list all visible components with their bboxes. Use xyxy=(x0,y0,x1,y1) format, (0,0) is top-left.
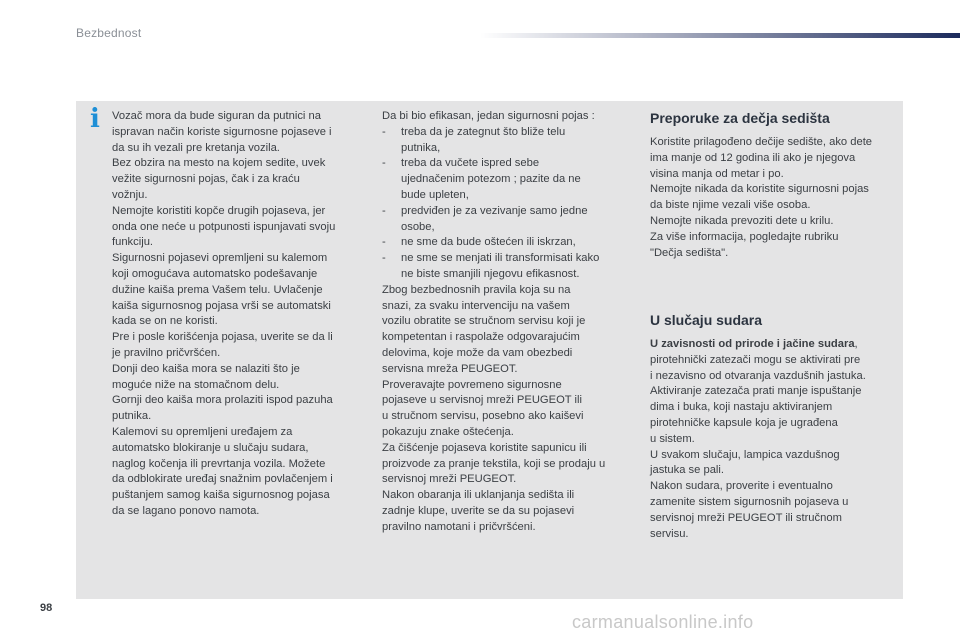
bullet-text: putnika, xyxy=(401,141,441,154)
bullet-text: ne sme da bude oštećen ili iskrzan, xyxy=(401,236,576,249)
text-line: Sigurnosni pojasevi opremljeni su kalemom xyxy=(112,252,328,265)
bullet-text: ujednačenim potezom ; pazite da ne xyxy=(401,173,581,186)
text-line: vožnju. xyxy=(112,188,148,201)
text-line: kaiša sigurnosnog pojasa vrši se automatski xyxy=(112,299,331,312)
text-line: ispravan način koriste sigurnosne pojaseve i xyxy=(112,125,332,138)
text-line: pirotehnički zatezači mogu se aktivirati pre xyxy=(650,353,861,366)
bullet-text: ne biste smanjili njegovu efikasnost. xyxy=(401,267,580,280)
text-line: i nezavisno od otvaranja vazdušnih jastuka. xyxy=(650,369,866,382)
section-collision xyxy=(650,311,902,542)
text-line: Gornji deo kaiša mora prolaziti ispod pazuha xyxy=(112,394,333,407)
text-line: pravilno namotani i pričvršćeni. xyxy=(382,520,536,533)
text-line: puštanjem samog kaiša sigurnosnog pojasa xyxy=(112,489,330,502)
text-line: da odblokirate uređaj snažnim povlačenjem i xyxy=(112,473,333,486)
bullet-dash: - xyxy=(382,125,386,138)
text-line: moguće niže na stomačnom delu. xyxy=(112,378,280,391)
bullet-dash: - xyxy=(382,204,386,217)
text-line: servisna mreža PEUGEOT. xyxy=(382,362,518,375)
text-line: u sistem. xyxy=(650,432,695,445)
bullet-item xyxy=(382,251,634,267)
text-line: Nakon obaranja ili uklanjanja sedišta ili xyxy=(382,489,575,502)
text-line: Zbog bezbednosnih pravila koja su na xyxy=(382,283,571,296)
text-line: Aktiviranje zatezača prati manje ispuštanje xyxy=(650,385,862,398)
text-line: Pre i posle korišćenja pojasa, uverite se da li xyxy=(112,331,333,344)
text-line: pokazuju znake oštećenja. xyxy=(382,425,514,438)
page-number: 98 xyxy=(40,602,53,614)
text-line: servisu. xyxy=(650,527,689,540)
text-line: U svakom slučaju, lampica vazdušnog xyxy=(650,448,840,461)
bold-tail: , xyxy=(854,338,858,350)
header-bar xyxy=(480,33,960,38)
text-line: servisnoj mreži PEUGEOT. xyxy=(382,473,517,486)
bullet-text: predviđen je za vezivanje samo jedne xyxy=(401,204,588,217)
text-line: onda one neće u potpunosti ispunjavati svoju xyxy=(112,220,336,233)
text-line: delovima, koje može da vam obezbedi xyxy=(382,346,573,359)
text-line: snazi, za svaku intervenciju na vašem xyxy=(382,299,570,312)
text-line: Nakon sudara, proverite i eventualno xyxy=(650,480,833,493)
bullet-item xyxy=(382,235,634,251)
text-line: Vozač mora da bude siguran da putnici na xyxy=(112,110,321,122)
text-line: Nemojte koristiti kopče drugih pojaseva, jer xyxy=(112,204,326,217)
text-line-lead xyxy=(650,337,902,353)
text-line: zamenite sistem sigurnosnih pojaseva u xyxy=(650,495,849,508)
text-line: naglog kočenja ili prevrtanja vozila. Možete xyxy=(112,457,326,470)
text-line: dima i buka, koji nastaju aktiviranjem xyxy=(650,401,833,414)
bullet-text: ne sme se menjati ili transformisati kako xyxy=(401,252,600,265)
text-line: Za više informacija, pogledajte rubriku xyxy=(650,230,839,243)
bold-lead: U zavisnosti od prirode i jačine sudara xyxy=(650,338,855,350)
text-line: kada se on ne koristi. xyxy=(112,315,218,328)
text-line: koji omogućava automatsko podešavanje xyxy=(112,267,318,280)
text-line: Nemojte nikada da koristite sigurnosni pojas xyxy=(650,183,869,196)
text-line: je pravilno pričvršćen. xyxy=(112,346,221,359)
bullet-item xyxy=(382,204,634,220)
bullet-text: treba da je zategnut što bliže telu xyxy=(401,125,566,138)
text-line: dužine kaiša prema Vašem telu. Uvlačenje xyxy=(112,283,323,296)
bullet-item xyxy=(382,156,634,172)
text-line: pirotehničke kapsule koja je ugrađena xyxy=(650,416,838,429)
text-line: da se lagano ponovo namota. xyxy=(112,504,260,517)
text-line: Donji deo kaiša mora se nalaziti što je xyxy=(112,362,300,375)
info-icon: i xyxy=(90,104,100,134)
bullet-item xyxy=(382,125,634,141)
bullet-dash: - xyxy=(382,236,386,249)
heading-child-seats: Preporuke za dečja sedišta xyxy=(650,110,830,126)
text-line: "Dečja sedišta". xyxy=(650,246,729,259)
bullets-intro: Da bi bio efikasan, jedan sigurnosni pojas : xyxy=(382,110,595,122)
text-line: funkciju. xyxy=(112,236,154,249)
col-belt-efficiency xyxy=(382,109,634,536)
text-line: putnika. xyxy=(112,410,152,423)
text-line: da su ih vezali pre kretanja vozila. xyxy=(112,141,280,154)
text-line: pojaseve u servisnoj mreži PEUGEOT ili xyxy=(382,394,582,407)
text-line: Nemojte nikada prevoziti dete u krilu. xyxy=(650,214,834,227)
col-child-seats xyxy=(650,109,902,261)
text-line: visina manja od metar i po. xyxy=(650,167,784,180)
text-line: servisnoj mreži PEUGEOT ili stručnom xyxy=(650,511,842,524)
text-line: zadnje klupe, uverite se da su pojasevi xyxy=(382,504,575,517)
bullet-text: treba da vučete ispred sebe xyxy=(401,157,540,170)
bullet-dash: - xyxy=(382,252,386,265)
watermark: carmanualsonline.info xyxy=(572,612,754,632)
text-line: kompetentan i raspolaže odgovarajućim xyxy=(382,331,580,344)
text-line: Kalemovi su opremljeni uređajem za xyxy=(112,425,293,438)
text-line: vežite sigurnosni pojas, čak i za kraću xyxy=(112,173,300,186)
section-title: Bezbednost xyxy=(76,26,142,40)
bullet-text: osobe, xyxy=(401,220,435,233)
text-line: Bez obzira na mesto na kojem sedite, uvek xyxy=(112,157,326,170)
text-line: ima manje od 12 godina ili ako je njegova xyxy=(650,151,856,164)
text-line: u stručnom servisu, posebno ako kaiševi xyxy=(382,410,584,423)
text-line: automatsko blokiranje u slučaju sudara, xyxy=(112,441,309,454)
text-line: vozilu obratite se stručnom servisu koji je xyxy=(382,315,586,328)
bullet-dash: - xyxy=(382,157,386,170)
text-line: proizvode za pranje tekstila, koji se prodaju u xyxy=(382,457,606,470)
heading-collision: U slučaju sudara xyxy=(650,312,763,328)
text-line: Za čišćenje pojaseva koristite sapunicu ili xyxy=(382,441,587,454)
text-line: da biste njime vezali više osoba. xyxy=(650,199,811,212)
text-line: Koristite prilagođeno dečije sedište, ako dete xyxy=(650,136,873,148)
text-line: jastuka se pali. xyxy=(650,464,725,477)
text-line: Proveravajte povremeno sigurnosne xyxy=(382,378,562,391)
col-belt-general xyxy=(112,109,362,520)
bullet-text: bude upleten, xyxy=(401,188,469,201)
